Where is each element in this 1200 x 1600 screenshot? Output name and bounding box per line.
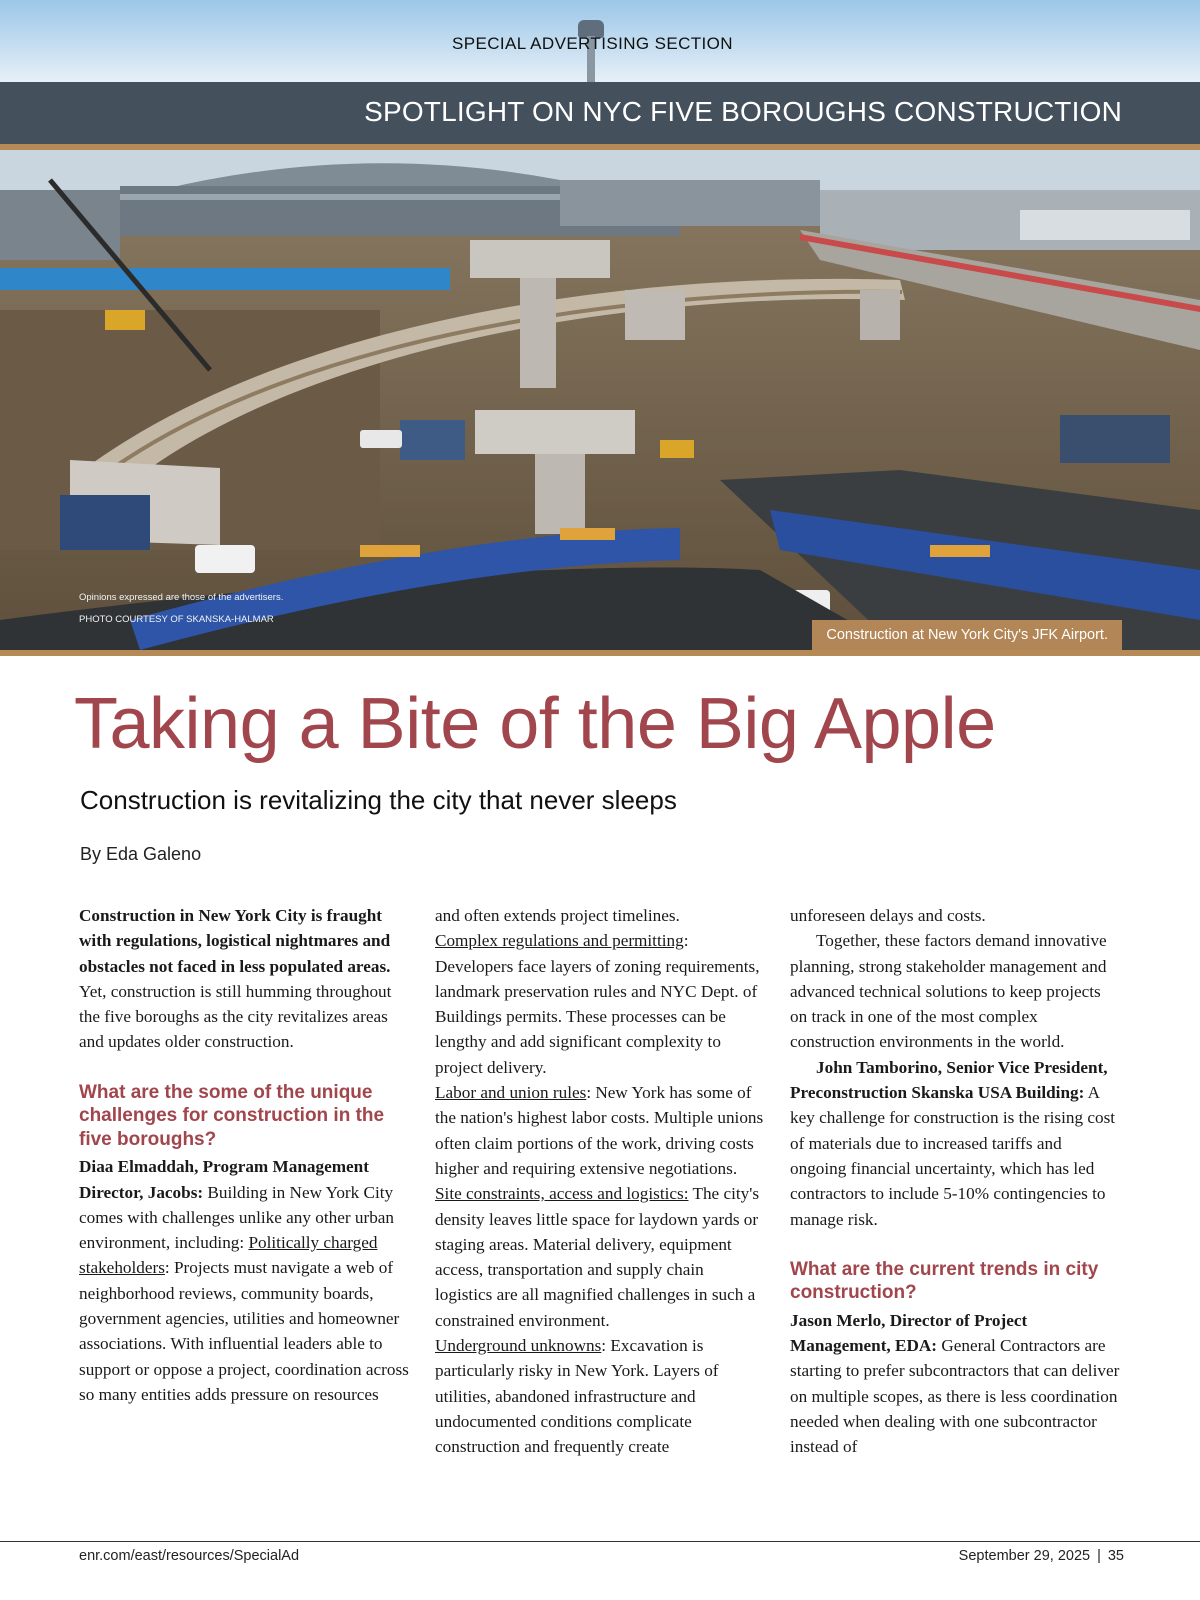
speaker-merlo: Jason Merlo, Director of Project Management, EDA:: [790, 1310, 1028, 1356]
topic-labor-paragraph: Labor and union rules: New York has some of the nation's highest labor costs. Multiple unions often claim portions of the work, driving costs higher and requiring extensive negotiations.: [435, 1083, 764, 1178]
answer-jacobs: Diaa Elmaddah, Program Management Director, Jacobs: Building in New York City comes with challenges unlike any other urban environment, including: Politically charged stakeholders: Projects must navigate a web of neighborhood reviews, community boards, government agencies, utilities and homeowner associations. With influential leaders able to support or oppose a project, coordination across so many entities adds pressure on resources: [79, 1157, 409, 1404]
footer-date: September 29, 2025: [958, 1548, 1091, 1564]
page-number: 35: [1107, 1548, 1124, 1564]
footer-url[interactable]: enr.com/east/resources/SpecialAd: [79, 1548, 300, 1564]
topic-stakeholders: Politically charged stakeholders: [79, 1233, 378, 1278]
topic-site-paragraph: Site constraints, access and logistics: The city's density leaves little space for laydown yards or staging areas. Material delivery, equipment access, transportation and supply chain logistics are all magnified challenges in such a constrained environment.: [435, 1184, 760, 1330]
banner-title: SPOTLIGHT ON NYC FIVE BOROUGHS CONSTRUCTION: [364, 96, 1122, 127]
intro-paragraph: [79, 903, 409, 1055]
article-subhead: Construction is revitalizing the city that never sleeps: [80, 785, 677, 815]
article-column-3: [790, 903, 1120, 1460]
answer-skanska: John Tamborino, Senior Vice President, Preconstruction Skanska USA Building: A key challenge for construction is the rising cost of materials due to increased tariffs and ongoing financial uncertainty, which has led contractors to include 5-10% contingencies to manage risk.: [790, 1057, 1116, 1229]
intro-lead: Construction in New York City is fraught with regulations, logistical nightmares and obstacles not faced in less populated areas.: [79, 906, 391, 976]
article-column-2: [435, 903, 765, 1460]
question-heading-2: What are the current trends in city construction?: [790, 1258, 1099, 1304]
footer-separator: |: [1097, 1548, 1101, 1564]
question-heading-1: What are the some of the unique challenges for construction in the five boroughs?: [79, 1081, 385, 1150]
speaker-tamborino: John Tamborino, Senior Vice President, Preconstruction Skanska USA Building:: [790, 1057, 1108, 1103]
topic-underground-paragraph: Underground unknowns: Excavation is particularly risky in New York. Layers of utilities, abandoned infrastructure and undocumented conditions complicate construction and frequently create: [435, 1336, 719, 1457]
factors-paragraph: Together, these factors demand innovative planning, strong stakeholder management and advanced technical solutions to keep projects on track in one of the most complex construction environments in the world.: [790, 931, 1107, 1052]
hero-photo: [0, 150, 1200, 650]
special-section-label: SPECIAL ADVERTISING SECTION: [452, 34, 733, 53]
answer-eda: Jason Merlo, Director of Project Management, EDA: General Contractors are starting to prefer subcontractors that can deliver on multiple scopes, as there is less coordination needed when dealing with one subcontractor instead of: [790, 1310, 1120, 1457]
topic-regulations: Complex regulations and permitting: [435, 931, 684, 951]
photo-credit: PHOTO COURTESY OF SKANSKA-HALMAR: [79, 614, 274, 625]
photo-caption: Construction at New York City's JFK Airport.: [812, 620, 1122, 650]
gold-rule-bottom: [0, 650, 1200, 656]
intro-text: Yet, construction is still humming throughout the five boroughs as the city revitalizes areas and updates older construction.: [79, 981, 392, 1052]
topic-underground: Underground unknowns: [435, 1336, 602, 1356]
footer-date-page: [959, 1548, 1124, 1564]
footer-rule: [0, 1541, 1200, 1542]
topic-labor: Labor and union rules: [435, 1083, 587, 1103]
topic-regulations-paragraph: Complex regulations and permitting: Developers face layers of zoning requirements, landmark preservation rules and NYC Dept. of Buildings permits. These processes can be lengthy and add significant complexity to project delivery.: [435, 931, 760, 1077]
photo-disclaimer: Opinions expressed are those of the advertisers.: [79, 592, 284, 603]
construction-site-illustration: [0, 150, 1200, 650]
article-byline: By Eda Galeno: [80, 844, 202, 864]
topic-site: Site constraints, access and logistics:: [435, 1184, 689, 1204]
speaker-elmaddah: Diaa Elmaddah, Program Management Director, Jacobs:: [79, 1157, 369, 1202]
continued-text: and often extends project timelines.: [435, 906, 680, 925]
article-column-1: [79, 903, 409, 1407]
continued-text: unforeseen delays and costs.: [790, 906, 986, 925]
spotlight-banner: [0, 82, 1200, 144]
article-headline: Taking a Bite of the Big Apple: [74, 684, 996, 764]
